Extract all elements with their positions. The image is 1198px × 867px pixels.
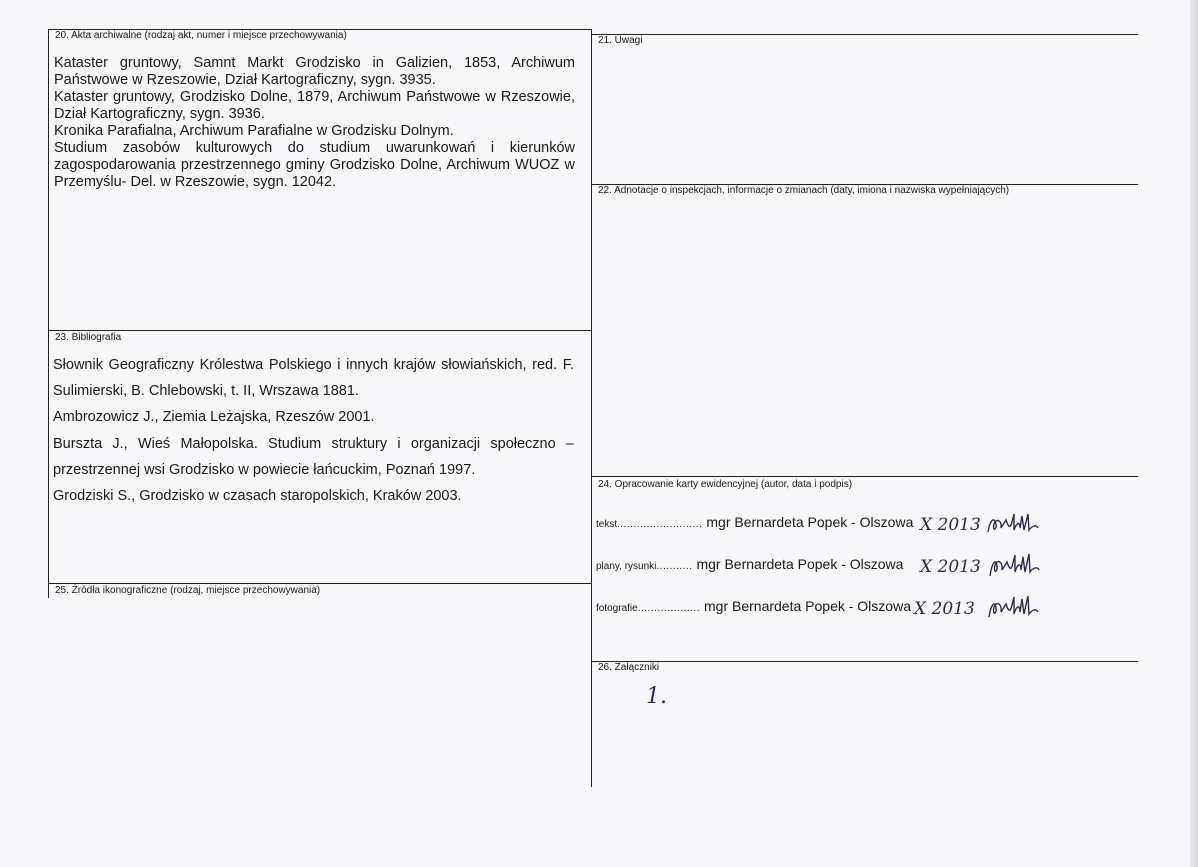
top-border-right	[591, 34, 1138, 35]
archival-entry: Studium zasobów kulturowych do studium uwarunkowań i kierunków zagospodarowania przestrzennego gminy Grodzisko Dolne, Archiwum WUOZ w Przemyślu- Del. w Rzeszowie, sygn. 12042.	[54, 140, 575, 190]
row-label: tekst	[596, 519, 618, 530]
archival-entry: Kataster gruntowy, Samnt Markt Grodzisko in Galizien, 1853, Archiwum Państwowe w Rzeszowie, Dział Kartograficzny, sygn. 3935.	[54, 55, 575, 88]
bibliography-entry: Burszta J., Wieś Małopolska. Studium struktury i organizacji społeczno – przestrzennej wsi Grodzisko w powiecie łańcuckim, Poznań 1997.	[53, 435, 574, 478]
archival-header: 20. Akta archiwalne (rodzaj akt, numer i miejsce przechowywania)	[55, 30, 347, 41]
author-name: mgr Bernardeta Popek - Olszowa	[696, 556, 904, 572]
left-border	[48, 29, 49, 598]
bibliography-header: 23. Bibliografia	[55, 332, 122, 343]
author-name: mgr Bernardeta Popek - Olszowa	[704, 598, 911, 614]
handwritten-attachment-number: 1.	[646, 684, 667, 709]
author-name: mgr Bernardeta Popek - Olszowa	[706, 514, 914, 530]
bibliography-list	[53, 352, 574, 509]
row-dots: ...................	[637, 603, 700, 614]
author-row-plans	[596, 556, 903, 580]
signature	[984, 550, 1044, 580]
bibliography-entry: Grodziski S., Grodzisko w czasach staropolskich, Kraków 2003.	[53, 488, 462, 505]
attachments-header: 26. Załączniki	[598, 662, 660, 673]
archival-entry: Kronika Parafialna, Archiwum Parafialne w Grodzisku Dolnym.	[54, 123, 454, 139]
row-dots: ..........................	[617, 519, 703, 530]
signature	[984, 592, 1044, 622]
authorship-header: 24. Opracowanie karty ewidencyjnej (autor, data i podpis)	[598, 479, 853, 490]
column-divider	[591, 29, 592, 787]
row-dots: ...........	[656, 561, 693, 572]
handwritten-date: X 2013	[914, 599, 975, 619]
bibliography-entry: Słownik Geograficzny Królestwa Polskiego i innych krajów słowiańskich, red. F. Sulimierski, B. Chlebowski, t. II, Wrszawa 1881.	[53, 357, 574, 400]
inspections-header: 22. Adnotacje o inspekcjach, informacje o zmianach (daty, imiona i nazwiska wypełniających)	[598, 185, 1010, 196]
row-label: fotografie	[596, 603, 638, 614]
iconographic-header: 25. Źródła ikonograficzne (rodzaj, miejsce przechowywania)	[55, 585, 321, 596]
remarks-header: 21. Uwagi	[598, 35, 643, 46]
divider-bibliography	[48, 330, 592, 331]
divider-iconographic	[48, 583, 592, 584]
handwritten-date: X 2013	[920, 557, 981, 577]
author-row-text	[596, 514, 913, 538]
divider-attachments	[591, 661, 1138, 662]
scan-edge	[1190, 0, 1198, 867]
archival-list	[54, 55, 575, 191]
archival-entry: Kataster gruntowy, Grodzisko Dolne, 1879, Archiwum Państwowe w Rzeszowie, Dział Kartograficzny, sygn. 3936.	[54, 89, 575, 122]
row-label: plany, rysunki	[596, 561, 657, 572]
author-row-photos	[596, 598, 911, 622]
bibliography-entry: Ambrozowicz J., Ziemia Leżajska, Rzeszów 2001.	[53, 409, 375, 426]
handwritten-date: X 2013	[920, 515, 981, 535]
divider-authorship	[591, 476, 1138, 477]
signature	[984, 510, 1044, 538]
